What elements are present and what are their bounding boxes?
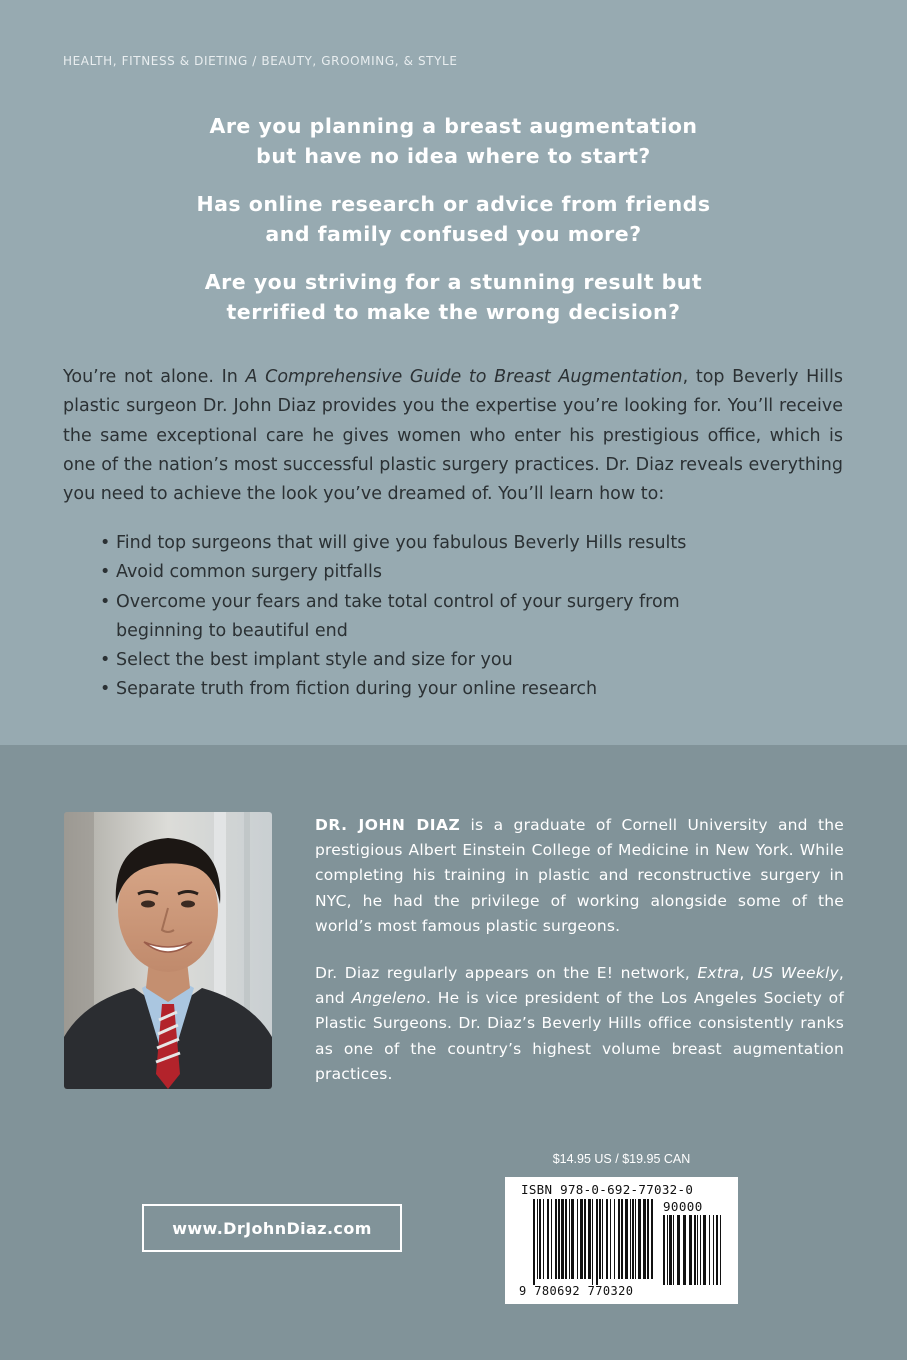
price-label: $14.95 US / $19.95 CAN xyxy=(552,1152,691,1166)
list-item xyxy=(100,675,760,704)
barcode-bar xyxy=(571,1199,574,1279)
bullet-icon: • xyxy=(100,533,111,553)
barcode-bar xyxy=(713,1215,714,1285)
list-item-text: Overcome your fears and take total control of your surgery from beginning to beautiful end xyxy=(116,591,680,641)
barcode-bar xyxy=(580,1199,583,1279)
list-item-text: Avoid common surgery pitfalls xyxy=(116,562,382,583)
bio-text-2b: , and xyxy=(315,964,844,1008)
barcode-digits: 9 780692 770320 xyxy=(519,1284,634,1298)
description-body: , top Beverly Hills plastic surgeon Dr. John Diaz provides you the expertise you’re looking for. You’ll receive the same exceptional care he gives women who enter his prestigious office, which is one of the nation’s most successful plastic surgery practices. Dr. Diaz reveals everything you need to achieve the look you’ve dreamed of. You’ll learn how to: xyxy=(63,367,843,505)
barcode-bar xyxy=(592,1199,593,1285)
question-3 xyxy=(100,268,807,327)
barcode-bar xyxy=(683,1215,686,1285)
barcode-bar xyxy=(621,1199,623,1279)
bio-text-2c: . He is vice president of the Los Angeles Society of Plastic Surgeons. Dr. Diaz’s Beverly Hills office consistently ranks as one of the country’s highest volume breast augmentation practices. xyxy=(315,989,845,1083)
description-paragraph xyxy=(63,363,843,509)
barcode-bar xyxy=(673,1215,674,1285)
barcode-bar xyxy=(643,1199,646,1279)
barcode-bar xyxy=(602,1199,603,1279)
website-link[interactable]: www.DrJohnDiaz.com xyxy=(142,1204,402,1252)
question-1-line-2: but have no idea where to start? xyxy=(256,143,651,168)
barcode-bar xyxy=(537,1199,538,1279)
bio-separator: , xyxy=(739,964,752,983)
list-item xyxy=(100,588,760,647)
barcode-bar xyxy=(689,1215,692,1285)
question-1-line-1: Are you planning a breast augmentation xyxy=(209,114,698,138)
barcode-bar xyxy=(669,1215,672,1285)
publication-angeleno: Angeleno xyxy=(351,989,426,1008)
barcode-bar xyxy=(565,1199,567,1279)
author-portrait-icon xyxy=(64,812,272,1089)
list-item-text: Separate truth from fiction during your online research xyxy=(116,679,598,700)
barcode-bar xyxy=(720,1215,721,1285)
question-3-line-2: terrified to make the wrong decision? xyxy=(226,299,681,324)
bullet-icon: • xyxy=(100,650,111,671)
barcode-bar xyxy=(700,1215,701,1285)
barcode-bar xyxy=(697,1215,698,1285)
question-2-line-1: Has online research or advice from friends xyxy=(196,192,711,216)
barcode-bar xyxy=(555,1199,557,1279)
list-item-text: Select the best implant style and size for you xyxy=(116,650,513,671)
description xyxy=(63,363,843,509)
bio-paragraph-2 xyxy=(315,961,844,1087)
barcode-bar xyxy=(547,1199,549,1279)
barcode-bar xyxy=(667,1215,668,1285)
publication-us-weekly: US Weekly xyxy=(751,964,839,983)
barcode-bar xyxy=(543,1199,544,1279)
isbn-label: ISBN 978-0-692-77032-0 xyxy=(521,1182,694,1197)
barcode-bar xyxy=(539,1199,541,1279)
author-photo xyxy=(64,812,272,1089)
bullet-icon: • xyxy=(100,562,111,583)
bio-text-2a: Dr. Diaz regularly appears on the E! network, xyxy=(315,964,698,983)
barcode-bar xyxy=(558,1199,560,1279)
category-label: HEALTH, FITNESS & DIETING / BEAUTY, GROOMING, & STYLE xyxy=(63,54,458,68)
list-item xyxy=(100,529,760,558)
question-2-line-2: and family confused you more? xyxy=(265,221,642,246)
barcode-bar xyxy=(569,1199,570,1279)
barcode-bar xyxy=(638,1199,641,1279)
bio-paragraph-1 xyxy=(315,813,844,939)
description-intro: You’re not alone. In xyxy=(63,367,246,387)
barcode-bar xyxy=(618,1199,620,1279)
bullet-icon: • xyxy=(100,591,111,612)
barcode-bar xyxy=(596,1199,598,1285)
question-2 xyxy=(100,190,807,249)
book-title: A Comprehensive Guide to Breast Augmentation xyxy=(245,367,683,387)
question-1 xyxy=(100,112,807,171)
barcode-bar xyxy=(635,1199,636,1279)
question-3-line-1: Are you striving for a stunning result but xyxy=(204,270,703,294)
barcode-bar xyxy=(551,1199,552,1279)
barcode-bar xyxy=(610,1199,611,1279)
barcode-bar xyxy=(716,1215,718,1285)
barcode-bar xyxy=(584,1199,586,1279)
list-item xyxy=(100,646,760,675)
barcode-bar xyxy=(632,1199,634,1279)
barcode-bar xyxy=(561,1199,564,1279)
barcode-bar xyxy=(625,1199,628,1279)
barcode-bar xyxy=(599,1199,601,1279)
list-item-text: Find top surgeons that will give you fabulous Beverly Hills results xyxy=(116,533,687,553)
barcode-bar xyxy=(709,1215,710,1285)
publication-extra: Extra xyxy=(697,964,740,983)
list-item xyxy=(100,558,760,587)
barcode-bar xyxy=(703,1215,706,1285)
addon-number: 90000 xyxy=(663,1199,703,1214)
benefit-list xyxy=(100,529,760,705)
bullet-icon: • xyxy=(100,679,111,700)
barcode-bar xyxy=(630,1199,631,1279)
barcode-bar xyxy=(606,1199,608,1279)
barcode-bar xyxy=(647,1199,649,1279)
barcode-bar xyxy=(677,1215,680,1285)
isbn-barcode xyxy=(505,1177,738,1304)
question-block xyxy=(100,112,807,346)
barcode-bar xyxy=(588,1199,591,1279)
barcode-bar xyxy=(694,1215,696,1285)
barcode-bar xyxy=(663,1215,665,1285)
barcode-bar xyxy=(614,1199,615,1279)
barcode-bar xyxy=(533,1199,535,1285)
author-bio xyxy=(315,813,844,1109)
barcode-bar xyxy=(651,1199,653,1279)
barcode-bar xyxy=(577,1199,578,1279)
author-name: DR. JOHN DIAZ xyxy=(315,816,461,834)
bio-text-1: is a graduate of Cornell University and the prestigious Albert Einstein College of Medicine in New York. While completing his training in plastic and reconstructive surgery in NYC, he had the privilege of working alongside some of the world’s most famous plastic surgeons. xyxy=(315,816,845,935)
